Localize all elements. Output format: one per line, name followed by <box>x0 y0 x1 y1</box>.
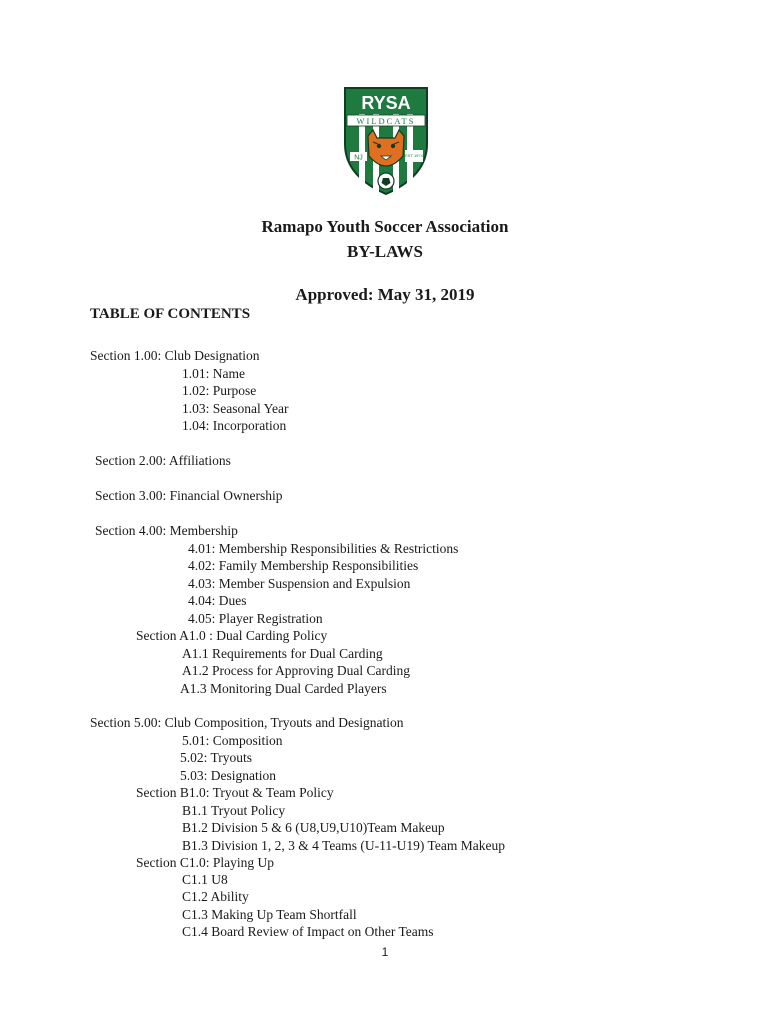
toc-policy-item: C1.3 Making Up Team Shortfall <box>182 907 357 922</box>
logo-right-tag: EST 1974 <box>405 153 423 158</box>
logo-left-tag: NJ <box>354 154 363 162</box>
organization-name: Ramapo Youth Soccer Association <box>261 217 509 236</box>
toc-subsection: 5.01: Composition <box>182 733 283 748</box>
toc-title: TABLE OF CONTENTS <box>90 306 251 322</box>
toc-subsection: 1.01: Name <box>182 366 245 381</box>
approval-date: Approved: May 31, 2019 <box>295 285 475 304</box>
toc-subsection: 4.04: Dues <box>188 593 247 608</box>
toc-policy-item: B1.3 Division 1, 2, 3 & 4 Teams (U-11-U19) Team Makeup <box>182 838 505 853</box>
toc-subsection: 4.02: Family Membership Responsibilities <box>188 558 419 573</box>
toc-subsection: 5.03: Designation <box>180 768 276 783</box>
toc-policy-item: B1.1 Tryout Policy <box>182 803 286 818</box>
page-number: 1 <box>381 945 389 959</box>
toc-policy-item: C1.4 Board Review of Impact on Other Teams <box>182 924 434 939</box>
toc-section: Section 3.00: Financial Ownership <box>95 488 283 503</box>
rysa-wildcats-crest-logo <box>337 84 435 196</box>
logo-top-text: RYSA <box>361 93 411 113</box>
toc-policy-section: Section C1.0: Playing Up <box>136 855 274 870</box>
toc-section: Section 5.00: Club Composition, Tryouts and Designation <box>90 715 404 730</box>
toc-subsection: 4.05: Player Registration <box>188 611 323 626</box>
toc-policy-item: C1.2 Ability <box>182 889 249 904</box>
toc-policy-item: A1.3 Monitoring Dual Carded Players <box>180 681 387 696</box>
toc-policy-section: Section A1.0 : Dual Carding Policy <box>136 628 328 643</box>
toc-subsection: 1.03: Seasonal Year <box>182 401 289 416</box>
toc-policy-item: C1.1 U8 <box>182 872 228 887</box>
toc-subsection: 4.03: Member Suspension and Expulsion <box>188 576 411 591</box>
toc-subsection: 5.02: Tryouts <box>180 750 253 765</box>
soccer-ball-icon <box>378 173 394 189</box>
document-type: BY-LAWS <box>347 242 423 261</box>
toc-subsection: 4.01: Membership Responsibilities & Restrictions <box>188 541 459 556</box>
toc-subsection: 1.04: Incorporation <box>182 418 287 433</box>
toc-section: Section 4.00: Membership <box>95 523 238 538</box>
toc-policy-item: A1.2 Process for Approving Dual Carding <box>182 663 410 678</box>
toc-section: Section 2.00: Affiliations <box>95 453 231 468</box>
toc-policy-section: Section B1.0: Tryout & Team Policy <box>136 785 334 800</box>
toc-subsection: 1.02: Purpose <box>182 383 257 398</box>
toc-policy-item: B1.2 Division 5 & 6 (U8,U9,U10)Team Makeup <box>182 820 445 835</box>
toc-policy-item: A1.1 Requirements for Dual Carding <box>182 646 383 661</box>
logo-band-text: WILDCATS <box>356 116 416 126</box>
toc-section: Section 1.00: Club Designation <box>90 348 260 363</box>
